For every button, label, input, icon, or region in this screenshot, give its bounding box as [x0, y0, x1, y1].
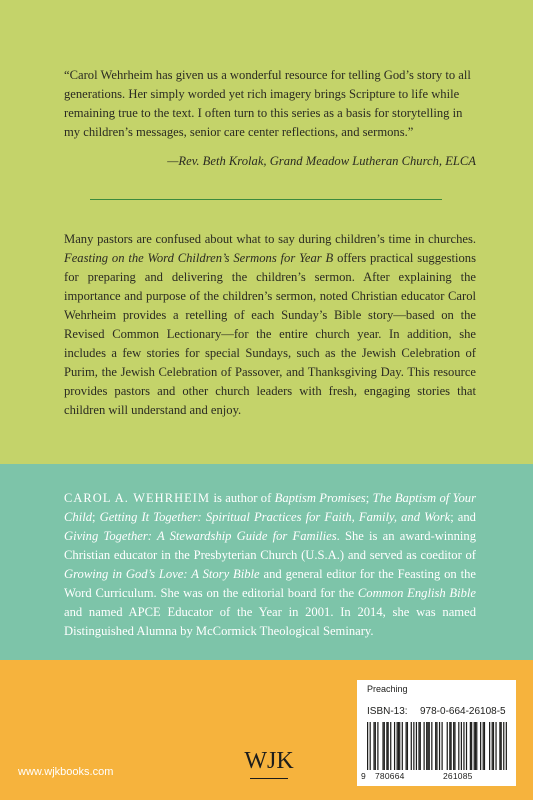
- barcode-panel: [357, 680, 516, 786]
- barcode-bar: [370, 722, 371, 770]
- barcode-digits-left: 780664: [375, 771, 405, 781]
- barcode-bars: [367, 722, 507, 770]
- barcode-bar: [427, 722, 428, 770]
- bio-text: and general editor for the Feasting on the Word Curriculum. She was on the editorial board for the: [64, 567, 476, 600]
- barcode-bar: [406, 722, 407, 770]
- barcode-bar: [503, 722, 504, 770]
- barcode-bar: [471, 722, 472, 770]
- bio-text: . She is an award-winning Christian educator in the Presbyterian Church (U.S.A.) and served as coeditor of: [64, 529, 476, 562]
- bio-book-title: Baptism Promises: [274, 491, 366, 505]
- barcode-bar: [388, 722, 389, 770]
- barcode-bar: [480, 722, 481, 770]
- bio-text: and named APCE Educator of the Year in 2001. In 2014, she was named Distinguished Alumna by McCormick Theological Seminary.: [64, 605, 476, 638]
- barcode-bar: [411, 722, 412, 770]
- barcode-bar: [420, 722, 421, 770]
- barcode-bar: [373, 722, 374, 770]
- barcode-bar: [390, 722, 391, 770]
- bio-book-title: Giving Together: A Stewardship Guide for Families: [64, 529, 337, 543]
- barcode-bar: [386, 722, 387, 770]
- barcode-bar: [447, 722, 448, 770]
- barcode-bar: [458, 722, 459, 770]
- barcode-bar: [397, 722, 398, 770]
- barcode-bar: [416, 722, 417, 770]
- barcode-bar: [377, 722, 378, 770]
- barcode-bar: [475, 722, 476, 770]
- barcode-bar: [493, 722, 494, 770]
- publisher-url: www.wjkbooks.com: [18, 766, 114, 778]
- endorsement-attribution: —Rev. Beth Krolak, Grand Meadow Lutheran Church, ELCA: [167, 154, 476, 168]
- bio-book-title: Common English Bible: [357, 586, 476, 600]
- bio-book-title: Growing in God’s Love: A Story Bible: [64, 567, 260, 581]
- barcode-bar: [501, 722, 502, 770]
- barcode-bar: [442, 722, 443, 770]
- barcode-bar: [506, 722, 507, 770]
- barcode-bar: [402, 722, 403, 770]
- description-body: offers practical suggestions for preparing and delivering the children’s sermon. After explaining the importance and purpose of the children’s sermon, noted Christian educator Carol Wehrheim provides a retelling of each Sunday’s Bible story—based on the Revised Common Lectionary—for the entire church year. In addition, she includes a few stories for special Sundays, such as the Jewish Celebration of Purim, the Jewish Celebration of Passover, and Thanksgiving Day. This resource provides pastors and other church leaders with fresh, engaging stories that children will understand and enjoy.: [64, 251, 476, 417]
- publisher-logo-rule: [250, 778, 288, 779]
- barcode-bar: [398, 722, 399, 770]
- barcode-bar: [499, 722, 500, 770]
- isbn-label: ISBN-13:: [367, 706, 408, 717]
- barcode-bar: [384, 722, 385, 770]
- bio-text: ;: [92, 510, 100, 524]
- barcode-bar: [394, 722, 395, 770]
- barcode-bar: [495, 722, 496, 770]
- author-name: CAROL A. WEHRHEIM: [64, 491, 211, 505]
- barcode-bar: [367, 722, 368, 770]
- barcode-bar: [474, 722, 475, 770]
- barcode-bar: [439, 722, 440, 770]
- barcode-bar: [476, 722, 477, 770]
- barcode-category: Preaching: [367, 684, 408, 694]
- barcode-bar: [418, 722, 419, 770]
- barcode-bar: [429, 722, 430, 770]
- barcode-bar: [470, 722, 471, 770]
- publisher-logo: WJK: [244, 748, 294, 774]
- barcode-bar: [436, 722, 437, 770]
- barcode-bar: [399, 722, 400, 770]
- barcode-bar: [426, 722, 427, 770]
- barcode-bar: [466, 722, 467, 770]
- barcode-bar: [382, 722, 383, 770]
- barcode-bar: [463, 722, 464, 770]
- barcode-bar: [483, 722, 484, 770]
- barcode-bar: [489, 722, 490, 770]
- barcode-bar: [449, 722, 450, 770]
- barcode-bar: [461, 722, 462, 770]
- barcode-bar: [413, 722, 414, 770]
- barcode-bar: [454, 722, 455, 770]
- barcode-bar: [375, 722, 376, 770]
- bio-text: ; and: [450, 510, 476, 524]
- barcode-bar: [450, 722, 451, 770]
- barcode-bar: [484, 722, 485, 770]
- barcode-bar: [453, 722, 454, 770]
- barcode-bar: [424, 722, 425, 770]
- bio-text: ;: [365, 491, 373, 505]
- author-bio: [64, 489, 476, 641]
- bio-text: is author of: [210, 491, 275, 505]
- barcode-bar: [435, 722, 436, 770]
- book-title: Feasting on the Word Children’s Sermons for Year B: [64, 251, 334, 265]
- barcode-digit-first: 9: [361, 771, 366, 781]
- barcode-bar: [431, 722, 432, 770]
- barcode-digits-right: 261085: [443, 771, 473, 781]
- bio-book-title: The Baptism of Your Child: [64, 491, 476, 524]
- book-description: [64, 230, 476, 420]
- description-intro: Many pastors are confused about what to say during children’s time in churches.: [64, 232, 476, 246]
- barcode-bar: [492, 722, 493, 770]
- endorsement-quote: “Carol Wehrheim has given us a wonderful resource for telling God’s story to all generations. Her simply worded yet rich imagery brings Scripture to life while remaining true to the text. I often turn to this series as a basis for storytelling in my children’s messages, senior care center reflections, and sermons.”: [64, 68, 471, 139]
- barcode-bar: [407, 722, 408, 770]
- isbn-value: 978-0-664-26108-5: [420, 706, 506, 717]
- bio-book-title: Getting It Together: Spiritual Practices for Faith, Family, and Work: [99, 510, 451, 524]
- divider-rule: [90, 199, 442, 200]
